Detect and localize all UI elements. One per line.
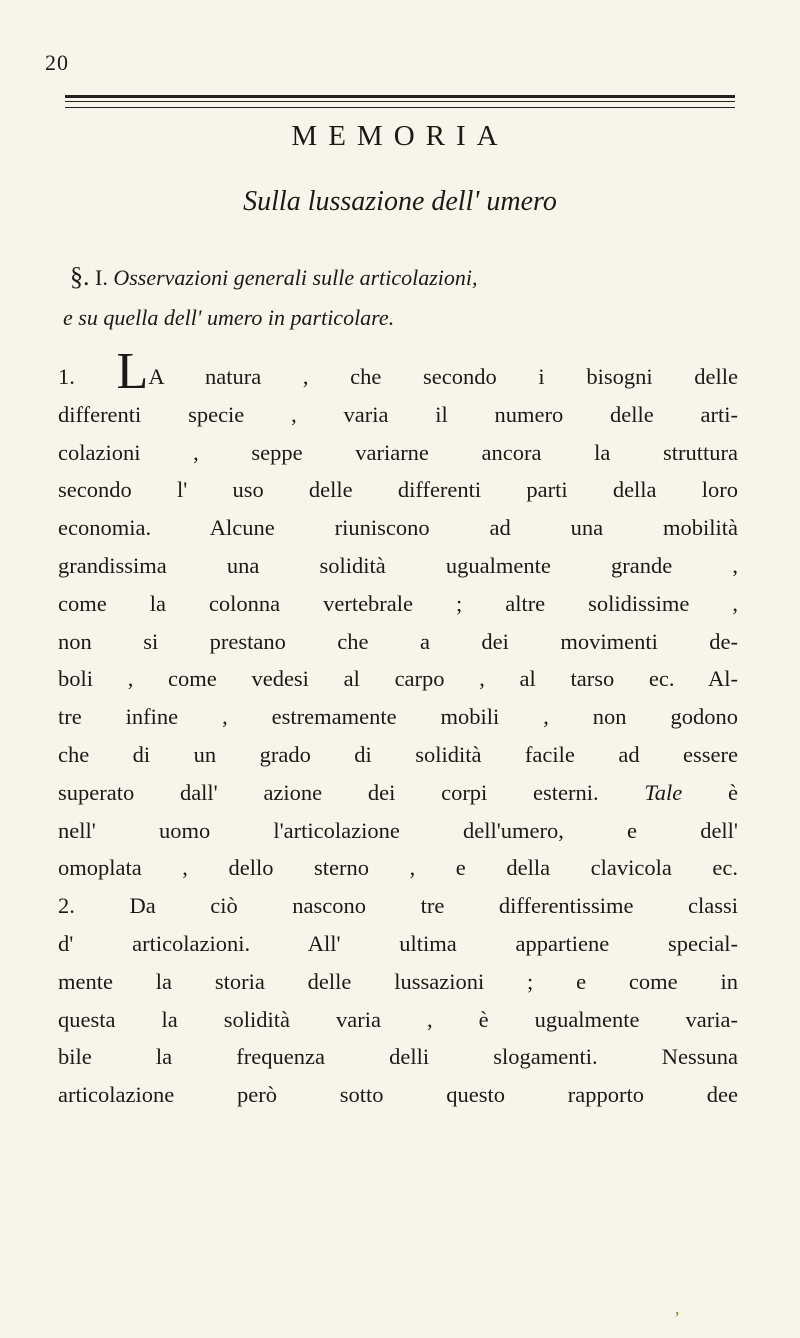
text-line (58, 434, 738, 472)
line-text: grandissima una solidità ugualmente grande , (58, 552, 738, 578)
text-line (58, 1076, 738, 1114)
text-line (58, 660, 738, 698)
line-text: colazioni , seppe variarne ancora la struttura (58, 439, 738, 465)
section-symbol: §. (70, 262, 90, 291)
line-text: boli , come vedesi al carpo , al tarso ec. Al- (58, 666, 738, 692)
page-title: MEMORIA (291, 120, 509, 152)
section-heading-line2: e su quella dell' umero in particolare. (63, 305, 395, 330)
header-rule-thin (65, 101, 735, 102)
body-paragraph (58, 343, 739, 1114)
line-text: secondo l' uso delle differenti parti della loro (58, 477, 738, 503)
line-text: economia. Alcune riuniscono ad una mobilità (58, 515, 738, 541)
line-text: superato dall' azione dei corpi esterni. (58, 779, 599, 805)
text-line (58, 623, 738, 661)
line-text: 2. Da ciò nascono tre differentissime classi (58, 893, 738, 919)
text-line (58, 698, 738, 736)
page-subtitle: Sulla lussazione dell' umero (243, 186, 557, 217)
section-heading-text: Osservazioni generali sulle articolazioni, (113, 265, 478, 290)
drop-cap: L (116, 343, 149, 400)
line-text: che di un grado di solidità facile ad essere (58, 741, 738, 767)
line-text-italic: Tale (598, 779, 683, 805)
text-line (58, 471, 738, 509)
text-line (58, 812, 738, 850)
line-text: articolazione però sotto questo rapporto dee (58, 1082, 738, 1108)
header-rule-thin-2 (65, 107, 735, 108)
paragraph-number: 1. (58, 364, 117, 389)
text-line (58, 849, 738, 887)
line-text: tre infine , estremamente mobili , non godono (58, 704, 738, 730)
line-text: mente la storia delle lussazioni ; e come in (58, 968, 738, 994)
line-text: A natura , che secondo i bisogni delle (148, 364, 738, 389)
line-text: differenti specie , varia il numero delle arti- (58, 401, 738, 427)
text-line (58, 509, 738, 547)
line-text: d' articolazioni. All' ultima appartiene special- (58, 930, 738, 956)
text-line (58, 925, 738, 963)
line-text: non si prestano che a dei movimenti de- (58, 628, 738, 654)
text-line (58, 963, 738, 1001)
text-line (58, 1001, 738, 1039)
text-line (58, 1038, 738, 1076)
text-line (58, 736, 738, 774)
header-rule-thick (65, 95, 735, 98)
line-text: nell' uomo l'articolazione dell'umero, e dell' (58, 817, 738, 843)
section-heading-line1 (70, 262, 478, 292)
text-line (58, 396, 738, 434)
text-line (58, 887, 738, 925)
line-text: questa la solidità varia , è ugualmente varia- (58, 1006, 738, 1032)
text-line (58, 585, 738, 623)
section-number: I. (95, 265, 108, 290)
text-line (58, 547, 738, 585)
text-line (58, 343, 738, 400)
line-text: come la colonna vertebrale ; altre solidissime , (58, 590, 738, 616)
ink-mark: , (675, 1298, 680, 1318)
line-text-tail: è (682, 779, 739, 805)
line-text: omoplata , dello sterno , e della clavicola ec. (58, 855, 738, 881)
page-number: 20 (45, 50, 69, 75)
text-line (58, 774, 738, 812)
line-text: bile la frequenza delli slogamenti. Nessuna (58, 1044, 738, 1070)
